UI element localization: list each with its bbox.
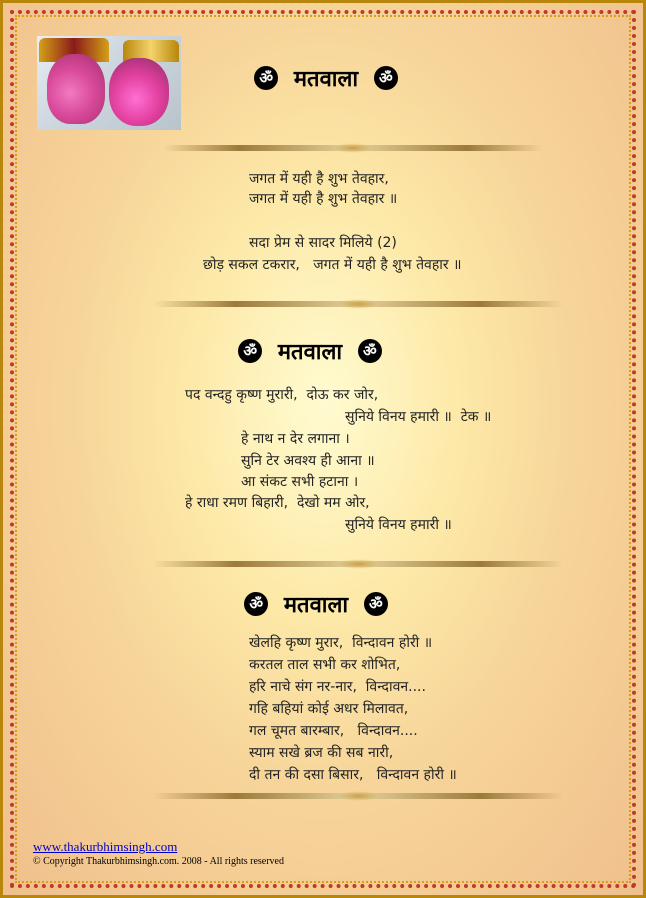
verse-line: सुनिये विनय हमारी ॥ xyxy=(345,517,452,533)
om-icon: ॐ xyxy=(358,339,382,363)
verse-line: जगत में यही है शुभ तेवहार ॥ xyxy=(249,191,398,207)
om-icon: ॐ xyxy=(254,66,278,90)
section1-title-text: मतवाला xyxy=(293,67,359,92)
verse-line: गहि बहियां कोई अधर मिलावत, xyxy=(249,701,409,717)
verse-line: हरि नाचे संग नर-नार, विन्दावन.... xyxy=(249,679,426,695)
verse-line: सदा प्रेम से सादर मिलिये (2) xyxy=(249,235,397,251)
section2-title-text: मतवाला xyxy=(277,340,343,365)
divider xyxy=(153,301,563,307)
om-icon: ॐ xyxy=(374,66,398,90)
section3-title xyxy=(0,589,639,619)
verse-line: जगत में यही है शुभ तेवहार, xyxy=(249,171,389,187)
verse-line: हे राधा रमण बिहारी, देखो मम ओर, xyxy=(185,495,370,511)
verse-line: करतल ताल सभी कर शोभित, xyxy=(249,657,401,673)
verse-line: खेलहि कृष्ण मुरार, विन्दावन होरी ॥ xyxy=(249,635,433,651)
om-icon: ॐ xyxy=(364,592,388,616)
verse-line: गल चूमत बारम्बार, विन्दावन.... xyxy=(249,723,418,739)
verse-line: आ संकट सभी हटाना । xyxy=(241,474,359,490)
verse-line: हे नाथ न देर लगाना । xyxy=(241,431,350,447)
website-link[interactable]: www.thakurbhimsingh.com xyxy=(33,839,178,854)
divider xyxy=(153,793,563,799)
section3-title-text: मतवाला xyxy=(283,593,349,618)
divider xyxy=(163,145,543,151)
om-icon: ॐ xyxy=(244,592,268,616)
section2-title xyxy=(0,336,633,366)
verse-line: सुनिये विनय हमारी ॥ टेक ॥ xyxy=(345,409,492,425)
section1-title xyxy=(3,63,646,93)
om-icon: ॐ xyxy=(238,339,262,363)
verse-line: पद वन्दहु कृष्ण मुरारी, दोऊ कर जोर, xyxy=(185,387,379,403)
verse-line: दी तन की दसा बिसार, विन्दावन होरी ॥ xyxy=(249,767,457,783)
divider xyxy=(153,561,563,567)
verse-line: छोड़ सकल टकरार, जगत में यही है शुभ तेवहार ॥ xyxy=(203,257,462,273)
verse-line: स्याम सखे ब्रज की सब नारी, xyxy=(249,745,394,761)
verse-line: सुनि टेर अवश्य ही आना ॥ xyxy=(241,453,375,469)
copyright-text: © Copyright Thakurbhimsingh.com. 2008 - All rights reserved xyxy=(33,856,284,867)
